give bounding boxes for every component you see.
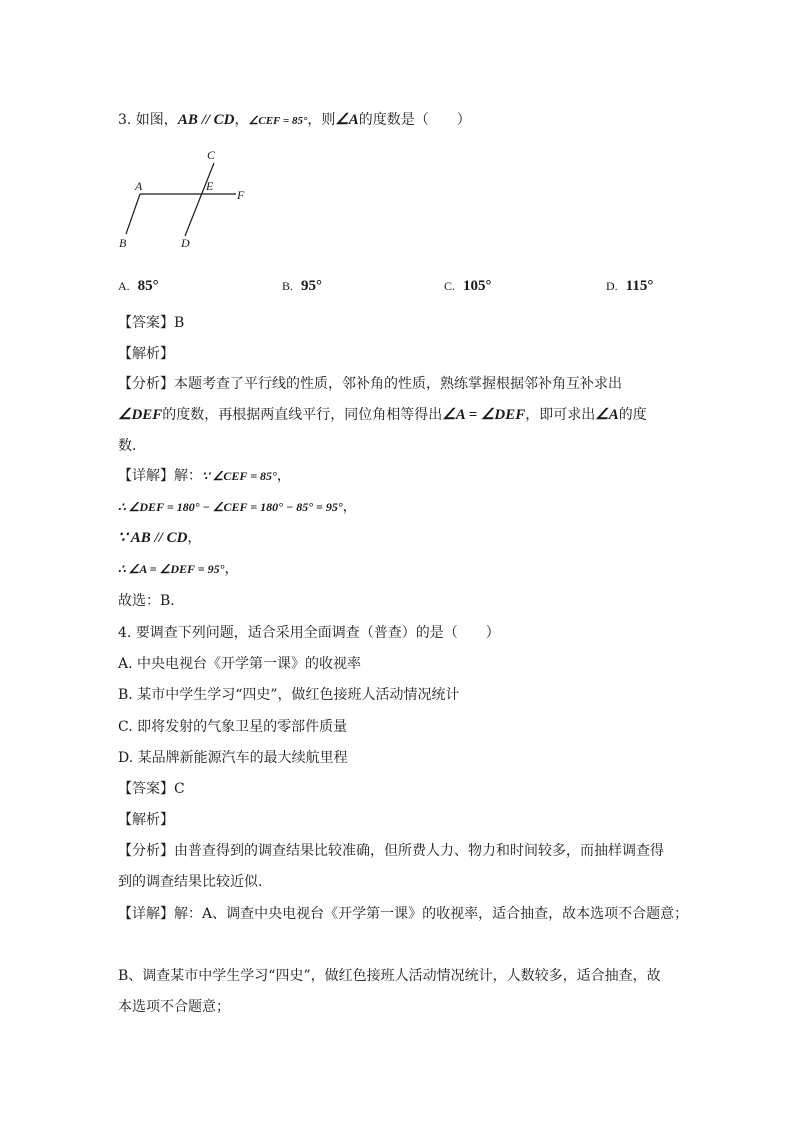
q4-option-a: A. 中央电视台《开学第一课》的收视率 <box>118 656 362 672</box>
q4-option-c: C. 即将发射的气象卫星的零部件质量 <box>118 719 348 735</box>
q3-option-c <box>444 276 492 296</box>
math-step: ∵ ∠CEF = 85° <box>202 469 277 483</box>
q3-math-angle-cef: ∠CEF = 85° <box>248 115 308 127</box>
math-equality: ∠A = ∠DEF <box>442 407 526 423</box>
q4-detail-line2: B、调查某市中学生学习“四史”，做红色接班人活动情况统计，人数较多，适合抽查，故 <box>118 968 661 984</box>
option-label: A. <box>118 279 130 293</box>
q3-sep: ， <box>234 112 249 128</box>
option-value: 115° <box>625 278 654 294</box>
punct: ， <box>276 468 291 484</box>
q3-analysis-line2 <box>118 405 647 425</box>
q3-stem <box>118 110 471 131</box>
q4-option-b: B. 某市中学生学习“四史”，做红色接班人活动情况统计 <box>118 687 460 703</box>
line-cd <box>185 163 214 236</box>
option-label: B. <box>282 279 294 293</box>
q4-analysis-title: 【解析】 <box>118 812 174 828</box>
analysis-text: 的度 <box>618 407 647 423</box>
punct: ， <box>224 561 239 577</box>
q4-analysis-line1: 【分析】由普查得到的调查结果比较准确，但所费人力、物力和时间较多，而抽样调查得 <box>118 843 664 859</box>
q3-detail-line4 <box>118 559 238 579</box>
option-label: C. <box>444 279 456 293</box>
detail-prefix: 【详解】解： <box>118 468 202 484</box>
q4-analysis-line2: 到的调查结果比较近似. <box>118 874 263 890</box>
q3-stem-mid: ，则 <box>307 112 336 128</box>
q3-analysis-line1: 【分析】本题考查了平行线的性质，邻补角的性质，熟练掌握根据邻补角互补求出 <box>118 376 622 392</box>
q3-option-d <box>606 276 653 296</box>
q4-detail-line3: 本选项不合题意； <box>118 999 230 1015</box>
q3-option-a <box>118 276 159 296</box>
math-step: ∴ ∠A = ∠DEF = 95° <box>118 562 225 576</box>
line-ab <box>126 194 140 234</box>
q4-stem: 4. 要调查下列问题，适合采用全面调查（普查）的是（ ） <box>118 625 500 641</box>
q3-option-b <box>282 276 322 296</box>
label-c: C <box>207 148 216 162</box>
punct: ， <box>187 530 202 546</box>
q3-detail-line1 <box>118 466 291 486</box>
q3-stem-suffix: 的度数是（ ） <box>358 112 471 128</box>
option-value: 85° <box>137 278 159 294</box>
q3-detail-line2 <box>118 497 357 517</box>
q3-stem-prefix: 3. 如图， <box>118 112 178 128</box>
math-step: ∵ AB // CD <box>118 530 188 546</box>
option-value: 95° <box>301 278 323 294</box>
option-value: 105° <box>463 278 492 294</box>
q3-detail-line3 <box>118 528 201 548</box>
q3-geometry-figure <box>112 146 252 252</box>
option-label: D. <box>606 279 618 293</box>
math-angle-def: ∠DEF <box>118 407 163 423</box>
math-step: ∴ ∠DEF = 180° − ∠CEF = 180° − 85° = 95° <box>118 500 343 514</box>
q4-detail-line1: 【详解】解：A、调查中央电视台《开学第一课》的收视率，适合抽查，故本选项不合题意； <box>118 906 689 922</box>
analysis-text: ，即可求出 <box>525 407 596 423</box>
q3-conclusion: 故选：B. <box>118 593 175 609</box>
q4-option-d: D. 某品牌新能源汽车的最大续航里程 <box>118 750 348 766</box>
q3-math-angle-a: ∠A <box>335 112 359 128</box>
label-b: B <box>119 236 127 250</box>
q3-analysis-line3: 数. <box>118 438 137 454</box>
label-f: F <box>237 188 245 202</box>
label-d: D <box>181 236 190 250</box>
q4-answer: 【答案】C <box>118 781 185 797</box>
label-a: A <box>135 179 143 193</box>
analysis-text: 的度数，再根据两直线平行，同位角相等得出 <box>162 407 443 423</box>
q3-answer: 【答案】B <box>118 315 185 331</box>
math-angle-a: ∠A <box>595 407 619 423</box>
punct: ， <box>342 499 357 515</box>
q3-math-parallel: AB // CD <box>177 112 235 128</box>
q3-analysis-title: 【解析】 <box>118 346 174 362</box>
label-e: E <box>206 179 214 193</box>
